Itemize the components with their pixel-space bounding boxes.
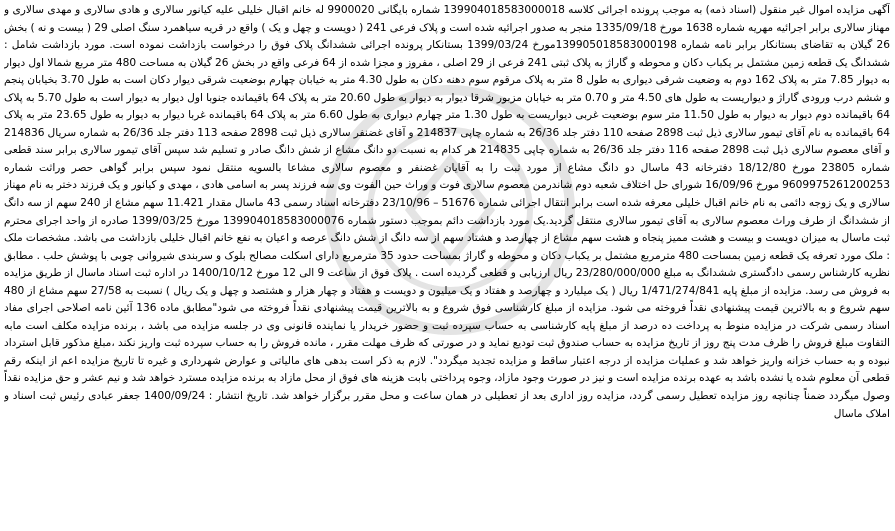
auction-notice-text: آگهی مزایده اموال غیر منقول (اسناد ذمه) به موجب پرونده اجرائی کلاسه 139904018583000018 شماره بایگانی 9900020 له خانم اقبال خلیلی علیه کیانور سالاری و هادی سالاری و مهدی سالاری و مهناز سالاری برابر اجرائیه مهریه شماره 1638 مورخ 1335/09/18 منجر به صدور اجرائیه شده است و پلاک فرعی 241 ( دویست و چهل و یک ) واقع در قریه سیاهمرد سنگ اصلی 29 ( بیست و نه ) بخش 26 گیلان به تقاضای بستانکار برابر نامه شماره 139905018583000198مورخ 1399/03/24 بستانکار پرونده اجرائی ششدانگ پلاک فوق را درخواست بازداشت نموده است. مورد بازداشت شامل : ششدانگ یک قطعه زمین مشتمل بر یکباب دکان و محوطه و گاراژ به پلاک ثبتی 241 فرعی از 29 اصلی ، مفروز و مجزا شده از 64 فرعی واقع در بخش 26 گیلان به مساحت 480 متر مربع شمالا اول دیوار به دیوار 7.85 متر به پلاک 162 دوم به وضعیت شرقی دیواری به طول 8 متر به پلاک مرقوم سوم دهنه دکان به طول 4.30 متر به خیابان چهارم بوضعیت شرقی دیوار دکان است به طول 3.70 بخیابان پنجم و ششم درب ورودی گاراژ و دیواریست به طول های 4.50 متر و 0.70 متر به خیابان مزبور شرقا دیوار به دیوار به طول 20.60 متر به پلاک 64 باقیمانده جنوبا اول دیوار به دیوار است به طول 5.70 به پلاک 64 باقیمانده دوم دیوار به دیوار به طول 11.50 متر سوم بوضعیت غربی دیواریست به طول 1.30 متر چهارم دیواری به طول 6.60 متر به پلاک 64 باقیمانده غربا دیوار به دیوار به طول 23.65 متر به پلاک 64 باقیمانده به نام آقای تیمور سالاری ذیل ثبت 2898 صفحه 110 دفتر جلد 26/36 به شماره چاپی 214837 و آقای غضنفر سالاری ذیل ثبت 2898 صفحه 113 دفتر جلد 26/36 به شماره سریال 214836 و آقای معصوم سالاری ذیل ثبت 2898 صفحه 116 دفتر جلد 26/36 به شماره چاپی 214835 هر کدام به نسبت دو دانگ مشاع از شش دانگ صادر و تسلیم شد سپس آقای تیمور سالاری برابر سند قطعی شماره 23805 مورخ 18/12/80 دفترخانه 43 ماسال دو دانگ مشاع از مورد ثبت را به آقایان غضنفر و معصوم سالاری مشاعا بالسویه منتقل نمود سپس برابر گواهی حصر وراثت شماره 9609975261200253 مورخ 16/09/96 شورای حل اختلاف شعبه دوم شاندرمن معصوم سالاری فوت و وراث حین الفوت وی سه فرزند پسر به اسامی هادی ، مهدی و کیانور و یک فرزند دختر به نام مهناز سالاری و یک زوجه دائمی به نام خانم اقبال خلیلی معرفه شده است برابر انتقال اجرائی شماره 51676 – 23/10/96 دفترخانه اسناد رسمی 43 ماسال مقدار 11.421 سهم مشاع از 240 سهم از سه دانگ از ششدانگ از طرف وراث معصوم سالاری به آقای تیمور سالاری منتقل گردید.یک مورد بازداشت دائم بموجب دستور شماره 139904018583000076 مورخ 1399/03/25 صادره از واحد اجرای محترم ثبت ماسال به میزان دویست و بیست و هشت ممیز پنجاه و هشت سهم مشاع از چهارصد و هشتاد سهم از سه دانگ از شش دانگ عرصه و اعیان به نفع خانم اقبال خلیلی بازداشت می باشد. مشخصات ملک : ملک مورد تعرفه یک قطعه زمین بمساحت 480 مترمربع مشتمل بر یکباب دکان و محوطه و گاراژ بمساحت حدود 35 مترمربع دارای اسکلت مصالح بلوک و سربندی شیروانی چوبی با پوشش حلب . مطابق نظریه کارشناس رسمی دادگستری ششدانگ به مبلغ 23/280/000/000 ریال ارزیابی و قطعی گردیده است . پلاک فوق از ساعت 9 الی 12 مورخ 1400/10/12 در اداره ثبت اسناد ماسال از طریق مزایده به فروش می رسد. مزایده از مبلغ پایه 1/471/274/841 ریال ( یک میلیارد و چهارصد و هفتاد و یک میلیون و دویست و هفتاد و چهار هزار و هشتصد و چهل و یک ریال ) نسبت به 27/58 سهم مشاع از 480 سهم شروع و به بالاترین قیمت پیشنهادی نقداً فروخته می شود. مزایده از مبلغ کارشناسی فوق شروع و به بالاترین قیمت پیشنهادی نقداً فروخته می شود"مطابق ماده 136 آئین نامه اصلاحی اجرای مفاد اسناد رسمی شرکت در مزایده منوط به پرداخت ده درصد از مبلغ پایه کارشناسی به حساب سپرده ثبت و حضور خریدار یا نماینده قانونی وی در جلسه مزایده می باشد ، برنده مزایده مکلف است مابه التفاوت مبلغ فروش را ظرف مدت پنج روز از تاریخ مزایده به حساب صندوق ثبت تودیع نماید و در صورتی که ظرف مهلت مقرر ، مانده فروش را به حساب سپرده ثبت واریز نکند ،مبلغ مذکور قابل استرداد نبوده و به حساب خزانه واریز خواهد شد و عملیات مزایده از درجه اعتبار ساقط و مزایده تجدید میگردد". لازم به ذکر است بدهی های مالیاتی و عوارض شهرداری و غیره تا تاریخ مزایده اعم از اینکه رقم قطعی آن معلوم شده یا نشده باشد به عهده برنده مزایده است و نیز در صورت وجود مازاد، وجوه پرداختی بابت هزینه های فوق از محل مازاد به برنده مزایده مسترد خواهد شد و نیم عشر و حق مزایده نقداً وصول میگردد ضمناً چنانچه روز مزایده تعطیل رسمی گردد، مزایده روز اداری بعد از تعطیلی در همان ساعت و محل مقرر برگزار خواهد شد. تاریخ انتشار : 1400/09/24 جعفر عبادی رئیس ثبت اسناد و املاک ماسال (4, 4, 890, 420)
